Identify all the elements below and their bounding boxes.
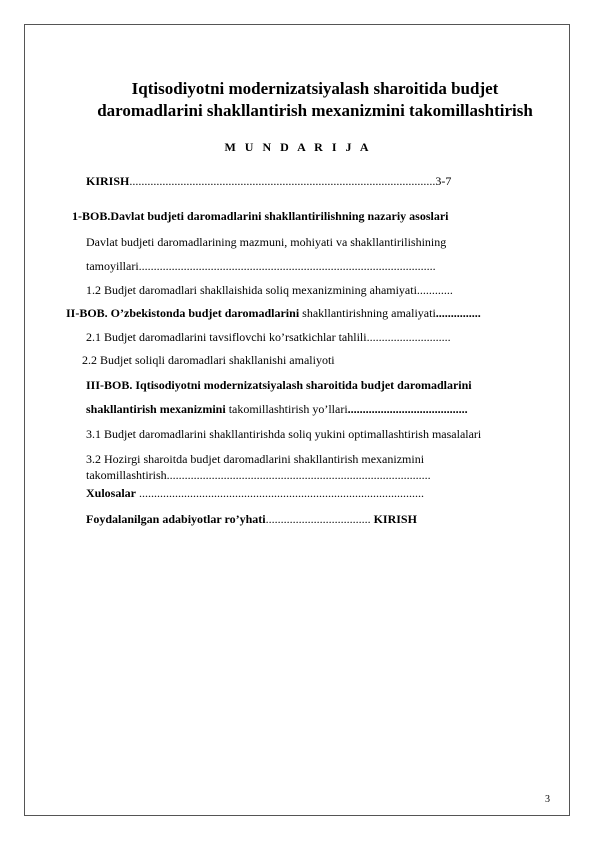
toc-section-2-1: 2.1 Budjet daromadlarini tavsiflovchi ko’rsatkichlar tahlili............................ [86, 330, 451, 344]
toc-leader-dots: ............... [435, 306, 481, 320]
page-number: 3 [545, 794, 550, 805]
toc-chapter-2 [66, 306, 481, 321]
title-line-1: Iqtisodiyotni modernizatsiyalash sharoitida budjet [131, 79, 499, 98]
toc-section-1-1-line-1: Davlat budjeti daromadlarining mazmuni, mohiyati va shakllantirilishining [86, 235, 447, 249]
toc-section-3-2-line-1: 3.2 Hozirgi sharoitda budjet daromadlarini shakllantirish mexanizmini [86, 452, 425, 466]
toc-entry-references [86, 512, 417, 527]
toc-section-1-1-line-2: tamoyillari................................................................................................... [86, 259, 436, 273]
toc-leader-dots: ...................................................................................................... [129, 174, 436, 188]
toc-page-range: 3-7 [435, 174, 452, 188]
toc-entry-label: Foydalanilgan adabiyotlar ro’yhati [86, 512, 266, 526]
toc-chapter-3-line-2 [86, 402, 468, 417]
toc-entry-xulosalar [86, 486, 424, 501]
toc-chapter-3-line-1: III-BOB. Iqtisodiyotni modernizatsiyalash sharoitida budjet daromadlarini [86, 378, 472, 392]
toc-chapter-1: 1-BOB.Davlat budjeti daromadlarini shakllantirilishning nazariy asoslari [72, 209, 449, 223]
toc-chapter-3-bold: shakllantirish mexanizmini [86, 402, 226, 416]
toc-entry-label: KIRISH [86, 174, 130, 188]
toc-chapter-2-bold: II-BOB. O’zbekistonda budjet daromadlarini [66, 306, 300, 320]
toc-leader-dots: ............................................................................................... [136, 486, 425, 500]
toc-heading: M U N D A R I J A [224, 140, 372, 154]
toc-section-1-2: 1.2 Budjet daromadlari shakllaishida soliq mexanizmining ahamiyati............ [86, 283, 453, 297]
toc-chapter-2-rest: shakllantirishning amaliyati [299, 306, 436, 320]
toc-leader-dots: ................................... [265, 512, 371, 526]
toc-entry-kirish [86, 174, 451, 189]
toc-chapter-3-rest: takomillashtirish yo’llari [225, 402, 348, 416]
toc-entry-trailing-text: KIRISH [370, 512, 417, 526]
toc-section-3-1: 3.1 Budjet daromadlarini shakllantirishda soliq yukini optimallashtirish masalalari [86, 427, 482, 441]
toc-entry-label: Xulosalar [86, 486, 137, 500]
title-line-2: daromadlarini shakllantirish mexanizmini takomillashtirish [97, 101, 533, 120]
document-title [60, 78, 570, 122]
toc-leader-dots: ........................................ [347, 402, 468, 416]
toc-section-2-2: 2.2 Budjet soliqli daromadlari shakllanishi amaliyoti [82, 353, 335, 367]
toc-section-3-2-line-2: takomillashtirish........................................................................................ [86, 468, 431, 482]
